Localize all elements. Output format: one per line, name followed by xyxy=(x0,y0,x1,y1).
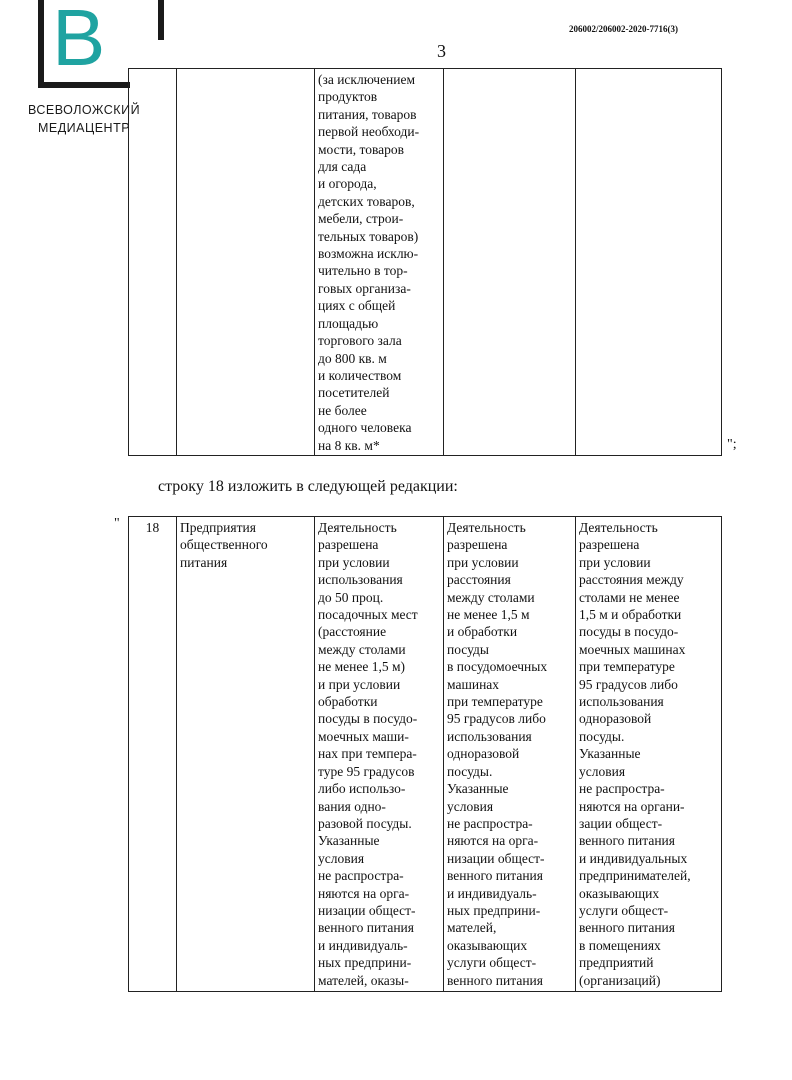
table-row xyxy=(129,69,722,456)
activity-name-cell: Предприятия общественного питания xyxy=(177,517,315,992)
table-cell xyxy=(129,69,177,456)
closing-quote-mark: "; xyxy=(727,437,737,452)
logo-text-line1: ВСЕВОЛОЖСКИЙ xyxy=(27,103,141,117)
table-row xyxy=(129,517,722,992)
table-cell xyxy=(444,69,576,456)
document-number: 206002/206002-2020-7716(3) xyxy=(569,24,678,34)
table-cell: Деятельность разрешена при условии расстояния между столами не менее 1,5 м и обработки посуды в посудо- моечных машинах при температуре 95 градусов либо использования одноразовой посуды. Указанные условия не распростра- няются на органи- зации общест- венного питания и индивидуальных предпринимателей, оказывающих услуги общест- венного питания в помещениях предприятий (организаций) xyxy=(576,517,722,992)
logo-frame-bottom xyxy=(38,82,130,88)
media-center-logo xyxy=(38,0,134,88)
instruction-text: строку 18 изложить в следующей редакции: xyxy=(158,478,458,495)
opening-quote-mark: " xyxy=(114,516,120,531)
table-cell: Деятельность разрешена при условии использования до 50 проц. посадочных мест (расстояние между столами не менее 1,5 м) и при условии обработки посуды в посудо- моечных маши- нах при темпера- туре 95 градусов либо использо- вания одно- разовой посуды. Указанные условия не распростра- няются на орга- низации общест- венного питания и индивидуаль- ных предприни- мателей, оказы- xyxy=(315,517,444,992)
logo-frame-right xyxy=(158,0,164,40)
table-row-18 xyxy=(128,516,722,992)
page-number: 3 xyxy=(437,41,446,61)
logo-frame-left xyxy=(38,0,44,88)
table-cell: Деятельность разрешена при условии расстояния между столами не менее 1,5 м и обработки посуды в посудомоечных машинах при температуре 95 градусов либо использования одноразовой посуды. Указанные условия не распростра- няются на орга- низации общест- венного питания и индивидуаль- ных предприни- мателей, оказывающих услуги общест- венного питания xyxy=(444,517,576,992)
row-number-cell: 18 xyxy=(129,517,177,992)
logo-letter: B xyxy=(52,0,106,82)
table-cell: (за исключением продуктов питания, товаров первой необходи- мости, товаров для сада и огорода, детских товаров, мебели, строи- тельных товаров) возможна исклю- чительно в тор- говых организа- циях с общей площадью торгового зала до 800 кв. м и количеством посетителей не более одного человека на 8 кв. м* xyxy=(315,69,444,456)
table-cell xyxy=(576,69,722,456)
table-cell xyxy=(177,69,315,456)
logo-text-line2: МЕДИАЦЕНТР xyxy=(37,121,131,135)
table-continuation xyxy=(128,68,722,456)
